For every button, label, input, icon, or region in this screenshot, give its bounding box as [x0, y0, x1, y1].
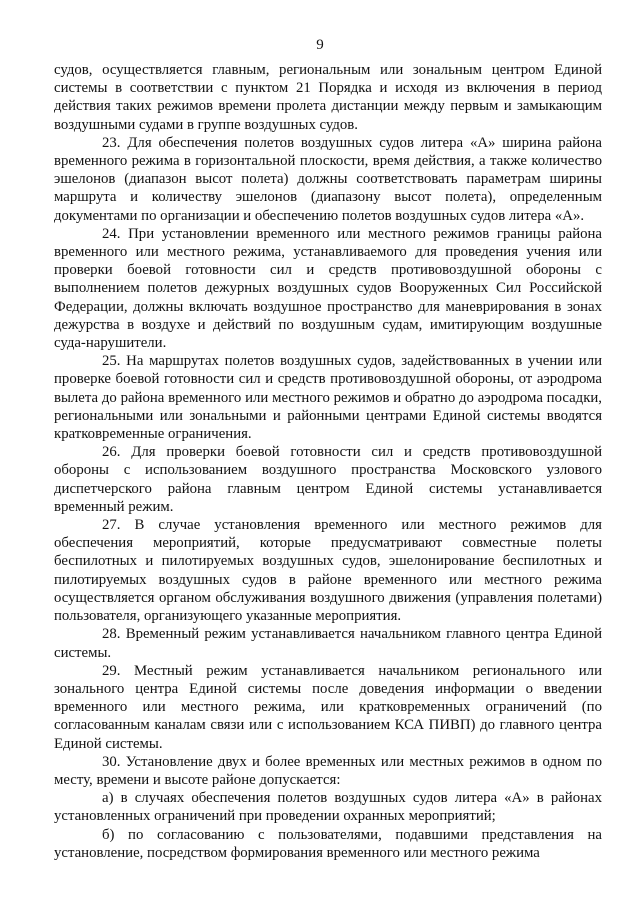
paragraph-26: 26. Для проверки боевой готовности сил и средств противовоздушной обороны с использованием воздушного пространства Московского узлового диспетчерского района главным центром Единой системы устанавливается временный режим.	[54, 444, 602, 515]
paragraph-28: 28. Временный режим устанавливается начальником главного центра Единой системы.	[54, 626, 602, 661]
paragraph-27: 27. В случае установления временного или местного режимов для обеспечения мероприятий, которые предусматривают совместные полеты беспилотных и пилотируемых воздушных судов, эшелонирование беспилотных и пилотируемых воздушных судов в районе временного или местного режима осуществляется органом обслуживания воздушного движения (управления полетами) пользователя, организующего указанные мероприятия.	[54, 517, 602, 625]
paragraph-continuation: судов, осуществляется главным, региональным или зональным центром Единой системы в соответствии с пунктом 21 Порядка и исходя из включения в период действия таких режимов времени пролета дистанции между первым и замыкающим воздушными судами в группе воздушных судов.	[54, 62, 602, 133]
paragraph-29: 29. Местный режим устанавливается начальником регионального или зонального центра Единой системы после доведения информации о введении временного или местного режима, или кратковременных ограничений (по согласованным каналам связи или с использованием КСА ПИВП) до главного центра Единой системы.	[54, 662, 602, 752]
paragraph-30-b: б) по согласованию с пользователями, подавшими представления на установление, посредством формирования временного или местного режима	[54, 826, 602, 861]
document-body	[54, 61, 602, 862]
page-number: 9	[316, 37, 324, 53]
paragraph-30: 30. Установление двух и более временных или местных режимов в одном по месту, времени и высоте районе допускается:	[54, 753, 602, 788]
paragraph-30-a: а) в случаях обеспечения полетов воздушных судов литера «А» в районах установленных ограничений при проведении охранных мероприятий;	[54, 790, 602, 825]
paragraph-25: 25. На маршрутах полетов воздушных судов, задействованных в учении или проверке боевой готовности сил и средств противовоздушной обороны, от аэродрома вылета до района временного или местного режимов и обратно до аэродрома посадки, региональными или зональными и районными центрами Единой системы вводятся кратковременные ограничения.	[54, 353, 602, 443]
paragraph-24: 24. При установлении временного или местного режимов границы района временного или местного режима, устанавливаемого для проведения учения или проверки боевой готовности сил и средств противовоздушной обороны с выполнением полетов дежурных воздушных судов Вооруженных Сил Российской Федерации, должны включать воздушное пространство для маневрирования в зонах дежурства в воздухе и действий по воздушным судам, имитирующим воздушные суда-нарушители.	[54, 225, 602, 352]
paragraph-23: 23. Для обеспечения полетов воздушных судов литера «А» ширина района временного режима в горизонтальной плоскости, время действия, а также количество эшелонов (диапазон высот полета) должны соответствовать параметрам ширины маршрута и количеству эшелонов (диапазону высот полета), определенным документами по организации и обеспечению полетов воздушных судов литера «А».	[54, 134, 602, 224]
